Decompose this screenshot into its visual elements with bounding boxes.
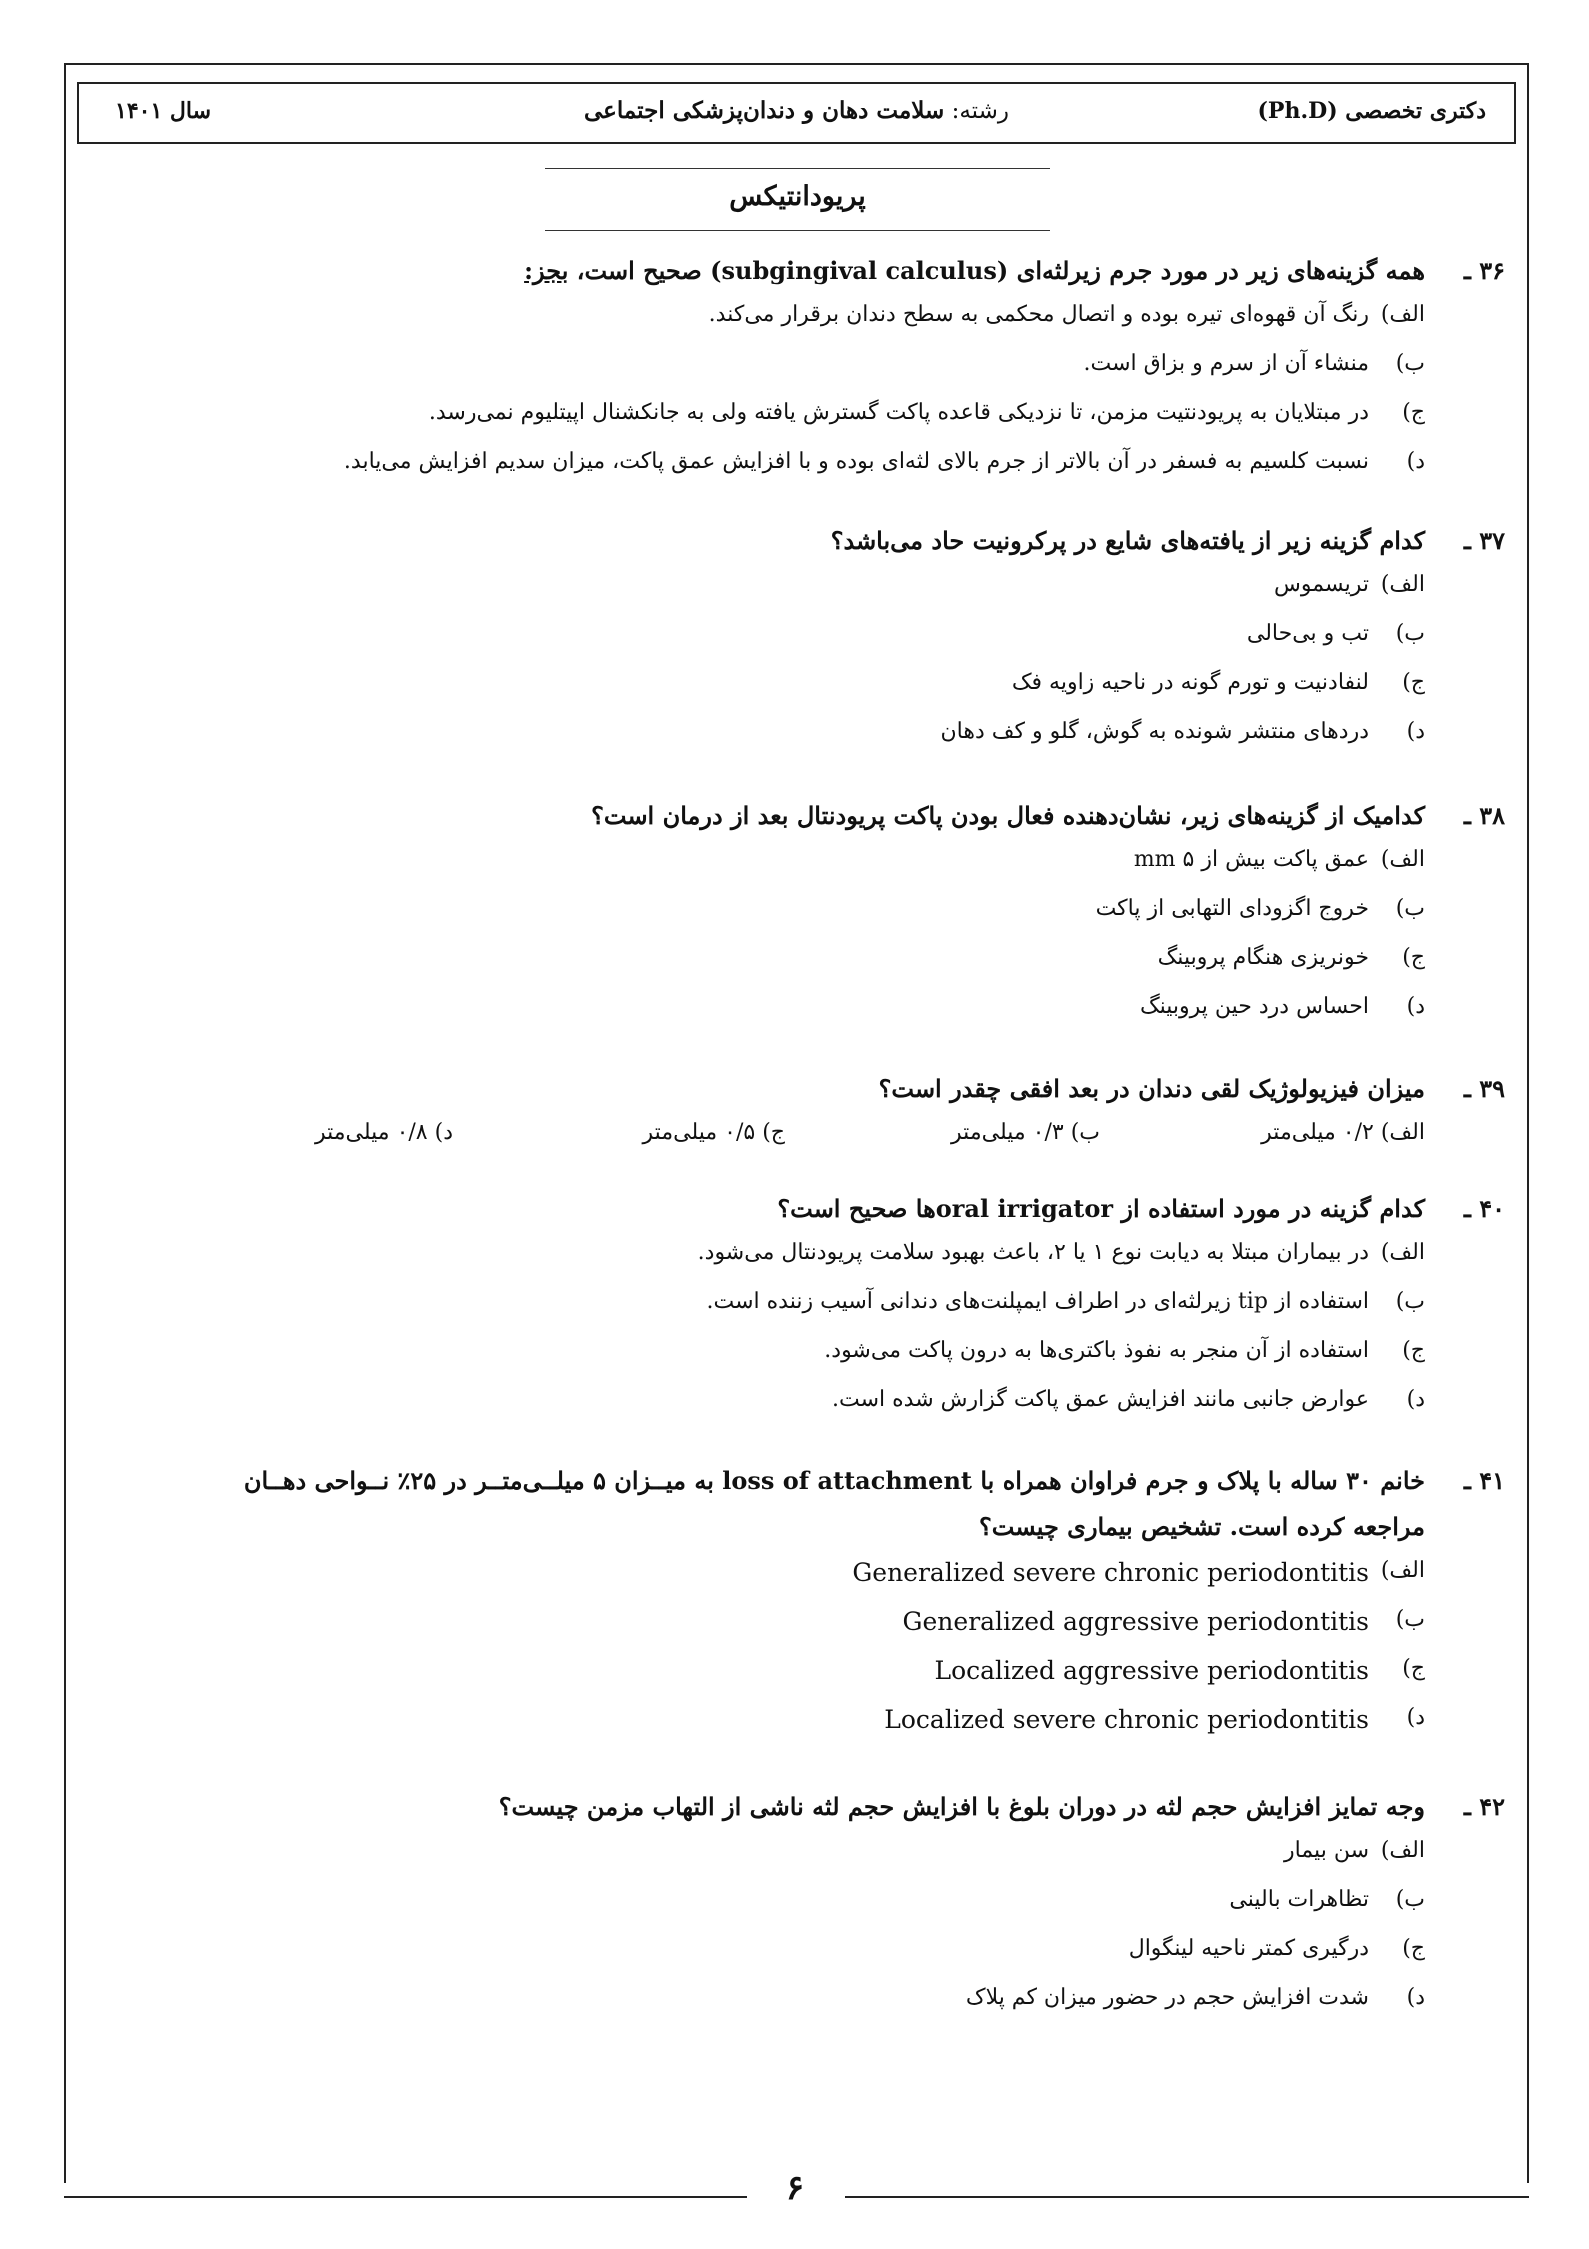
field-value: سلامت دهان و دندان‌پزشکی اجتماعی: [583, 97, 945, 124]
question-stem: [140, 1786, 1505, 1832]
option-text: تظاهرات بالینی: [1229, 1887, 1369, 1912]
option-b[interactable]: [140, 890, 1425, 939]
question-39: [140, 1068, 1505, 1162]
option-text: ۰/۸ میلی‌متر: [314, 1120, 428, 1145]
question-38: [140, 795, 1505, 1037]
option-a[interactable]: [140, 841, 1425, 890]
option-text: خونریزی هنگام پروبینگ: [1157, 945, 1369, 970]
question-text: میزان فیزیولوژیک لقی دندان در بعد افقی چقدر است؟: [878, 1074, 1425, 1103]
option-label: ب): [1395, 351, 1425, 376]
option-label: ج): [762, 1120, 785, 1145]
option-text: Generalized aggressive periodontitis: [902, 1607, 1369, 1636]
option-label: د): [1406, 994, 1425, 1019]
option-a[interactable]: [140, 296, 1425, 345]
option-text: ۰/۵ میلی‌متر: [642, 1120, 756, 1145]
option-label: ج): [1402, 400, 1425, 425]
question-36: [140, 250, 1505, 492]
option-label: ب): [1395, 621, 1425, 646]
option-c[interactable]: [140, 939, 1425, 988]
section-rule-top: [545, 168, 1050, 169]
option-c[interactable]: [643, 1120, 785, 1145]
option-label: د): [1406, 1705, 1425, 1730]
option-a[interactable]: [140, 1234, 1425, 1283]
option-d[interactable]: [140, 443, 1425, 492]
option-text: Localized severe chronic periodontitis: [884, 1705, 1369, 1734]
field-label: رشته:: [951, 98, 1009, 124]
option-text: درگیری کمتر ناحیه لینگوال: [1128, 1936, 1369, 1961]
question-text: کدامیک از گزینه‌های زیر، نشان‌دهنده فعال بودن پاکت پریودنتال بعد از درمان است؟: [591, 801, 1425, 830]
option-label: الف): [1380, 1558, 1425, 1583]
option-b[interactable]: [140, 1881, 1425, 1930]
option-label: ج): [1402, 670, 1425, 695]
question-number: ۳۹ ـ: [1463, 1074, 1505, 1103]
option-label: د): [1406, 1985, 1425, 2010]
question-number: ۳۶ ـ: [1463, 256, 1505, 285]
question-stem: [140, 1188, 1505, 1234]
options-inline: [140, 1114, 1425, 1162]
question-number: ۳۷ ـ: [1463, 526, 1505, 555]
question-text: کدام گزینه زیر از یافته‌های شایع در پرکرونیت حاد می‌باشد؟: [830, 526, 1425, 555]
option-label: الف): [1380, 572, 1425, 597]
question-41: [84, 1460, 1505, 1748]
option-text: استفاده از tip زیرلثه‌ای در اطراف ایمپلنت‌های دندانی آسیب زننده است.: [706, 1289, 1369, 1314]
question-text-continued: مراجعه کرده است. تشخیص بیماری چیست؟: [979, 1512, 1425, 1541]
option-label: ب): [1395, 1289, 1425, 1314]
question-number: ۴۲ ـ: [1463, 1792, 1505, 1821]
option-c[interactable]: [140, 664, 1425, 713]
question-text: کدام گزینه در مورد استفاده از oral irrigatorها صحیح است؟: [777, 1194, 1425, 1223]
exam-year: سال ۱۴۰۱: [115, 98, 212, 124]
question-text: [524, 256, 1425, 285]
question-number: ۴۱ ـ: [1463, 1466, 1505, 1495]
option-text: رنگ آن قهوه‌ای تیره بوده و اتصال محکمی به سطح دندان برقرار می‌کند.: [708, 302, 1369, 327]
option-a[interactable]: [140, 566, 1425, 615]
question-stem: [140, 250, 1505, 296]
section-title: پریودانتیکس: [729, 181, 866, 212]
option-b[interactable]: [140, 345, 1425, 394]
section-rule-bottom: [545, 230, 1050, 231]
option-text: در مبتلایان به پریودنتیت مزمن، تا نزدیکی قاعده پاکت گسترش یافته ولی به جانکشنال اپیتلیوم نمی‌رسد.: [428, 400, 1369, 425]
option-c[interactable]: [140, 1930, 1425, 1979]
option-text: احساس درد حین پروبینگ: [1139, 994, 1369, 1019]
option-label: د): [1406, 719, 1425, 744]
option-text: ۰/۳ میلی‌متر: [951, 1120, 1064, 1145]
options-list: [84, 1552, 1425, 1748]
option-text: عمق پاکت بیش از ۵ mm: [1133, 847, 1369, 872]
option-text: عوارض جانبی مانند افزایش عمق پاکت گزارش شده است.: [832, 1387, 1369, 1412]
footer-rule-left: [64, 2196, 747, 2198]
options-list: [140, 296, 1425, 492]
option-text: منشاء آن از سرم و بزاق است.: [1083, 351, 1369, 376]
option-label: الف): [1380, 847, 1425, 872]
question-42: [140, 1786, 1505, 2028]
option-text: دردهای منتشر شونده به گوش، گلو و کف دهان: [940, 719, 1369, 744]
option-text: در بیماران مبتلا به دیابت نوع ۱ یا ۲، باعث بهبود سلامت پریودنتال می‌شود.: [697, 1240, 1369, 1265]
question-text: وجه تمایز افزایش حجم لثه در دوران بلوغ با افزایش حجم لثه ناشی از التهاب مزمن چیست؟: [498, 1792, 1425, 1821]
option-label: ج): [1402, 1656, 1425, 1681]
page-number: ۶: [785, 2168, 805, 2208]
degree-label: دکتری تخصصی (Ph.D): [1257, 98, 1486, 124]
option-label: ج): [1402, 945, 1425, 970]
option-label: ج): [1402, 1936, 1425, 1961]
option-text: لنفادنیت و تورم گونه در ناحیه زاویه فک: [1011, 670, 1369, 695]
options-list: [140, 566, 1425, 762]
option-c[interactable]: [140, 394, 1425, 443]
option-b[interactable]: [140, 615, 1425, 664]
question-text-except: بجز:: [524, 256, 569, 285]
option-label: ب): [1395, 1887, 1425, 1912]
option-text: Localized aggressive periodontitis: [934, 1656, 1369, 1685]
option-label: الف): [1380, 1838, 1425, 1863]
option-text: ۰/۲ میلی‌متر: [1261, 1120, 1374, 1145]
question-40: [140, 1188, 1505, 1430]
option-b[interactable]: [140, 1283, 1425, 1332]
question-stem-line-1: [84, 1460, 1505, 1506]
question-37: [140, 520, 1505, 762]
exam-header: [77, 82, 1516, 144]
option-c[interactable]: [84, 1650, 1425, 1699]
option-d[interactable]: [315, 1120, 453, 1145]
option-text: نسبت کلسیم به فسفر در آن بالاتر از جرم بالای لثه‌ای بوده و با افزایش عمق پاکت، میزان سدیم افزایش می‌یابد.: [343, 449, 1369, 474]
option-label: د): [1406, 1387, 1425, 1412]
question-stem: [140, 1068, 1505, 1114]
option-d[interactable]: [84, 1699, 1425, 1748]
option-d[interactable]: [140, 713, 1425, 762]
option-label: د): [1406, 449, 1425, 474]
option-text: شدت افزایش حجم در حضور میزان کم پلاک: [965, 1985, 1369, 2010]
option-d[interactable]: [140, 1381, 1425, 1430]
option-a[interactable]: [1261, 1120, 1425, 1145]
option-text: تریسموس: [1274, 572, 1369, 597]
question-number: ۳۸ ـ: [1463, 801, 1505, 830]
footer-rule-right: [845, 2196, 1529, 2198]
option-label: الف): [1380, 1120, 1425, 1145]
option-label: ب): [1395, 1607, 1425, 1632]
question-number: ۴۰ ـ: [1463, 1194, 1505, 1223]
option-b[interactable]: [951, 1120, 1100, 1145]
question-text-main: همه گزینه‌های زیر در مورد جرم زیرلثه‌ای (subgingival calculus) صحیح است،: [576, 256, 1425, 285]
option-label: الف): [1380, 302, 1425, 327]
option-text: استفاده از آن منجر به نفوذ باکتری‌ها به درون پاکت می‌شود.: [824, 1338, 1369, 1363]
option-d[interactable]: [140, 1979, 1425, 2028]
options-list: [140, 1832, 1425, 2028]
option-label: ب): [1395, 896, 1425, 921]
options-list: [140, 1234, 1425, 1430]
option-label: د): [434, 1120, 453, 1145]
option-label: الف): [1380, 1240, 1425, 1265]
field-of-study: [79, 97, 1514, 124]
options-list: [140, 841, 1425, 1037]
question-stem: [140, 795, 1505, 841]
option-a[interactable]: [84, 1552, 1425, 1601]
option-label: ج): [1402, 1338, 1425, 1363]
option-text: Generalized severe chronic periodontitis: [852, 1558, 1369, 1587]
option-text: سن بیمار: [1284, 1838, 1369, 1863]
option-b[interactable]: [84, 1601, 1425, 1650]
option-a[interactable]: [140, 1832, 1425, 1881]
option-text: تب و بی‌حالی: [1246, 621, 1369, 646]
option-text: خروج اگزودای التهابی از پاکت: [1095, 896, 1369, 921]
option-label: ب): [1070, 1120, 1100, 1145]
section-heading: [545, 168, 1050, 230]
option-c[interactable]: [140, 1332, 1425, 1381]
question-text: خانم ۳۰ ساله با پلاک و جرم فراوان همراه با loss of attachment به میــزان ۵ میلــی‌متــر در ۲۵٪ نــواحی دهــان: [243, 1466, 1425, 1495]
question-stem: [140, 520, 1505, 566]
option-d[interactable]: [140, 988, 1425, 1037]
question-stem-line-2: [84, 1506, 1505, 1552]
